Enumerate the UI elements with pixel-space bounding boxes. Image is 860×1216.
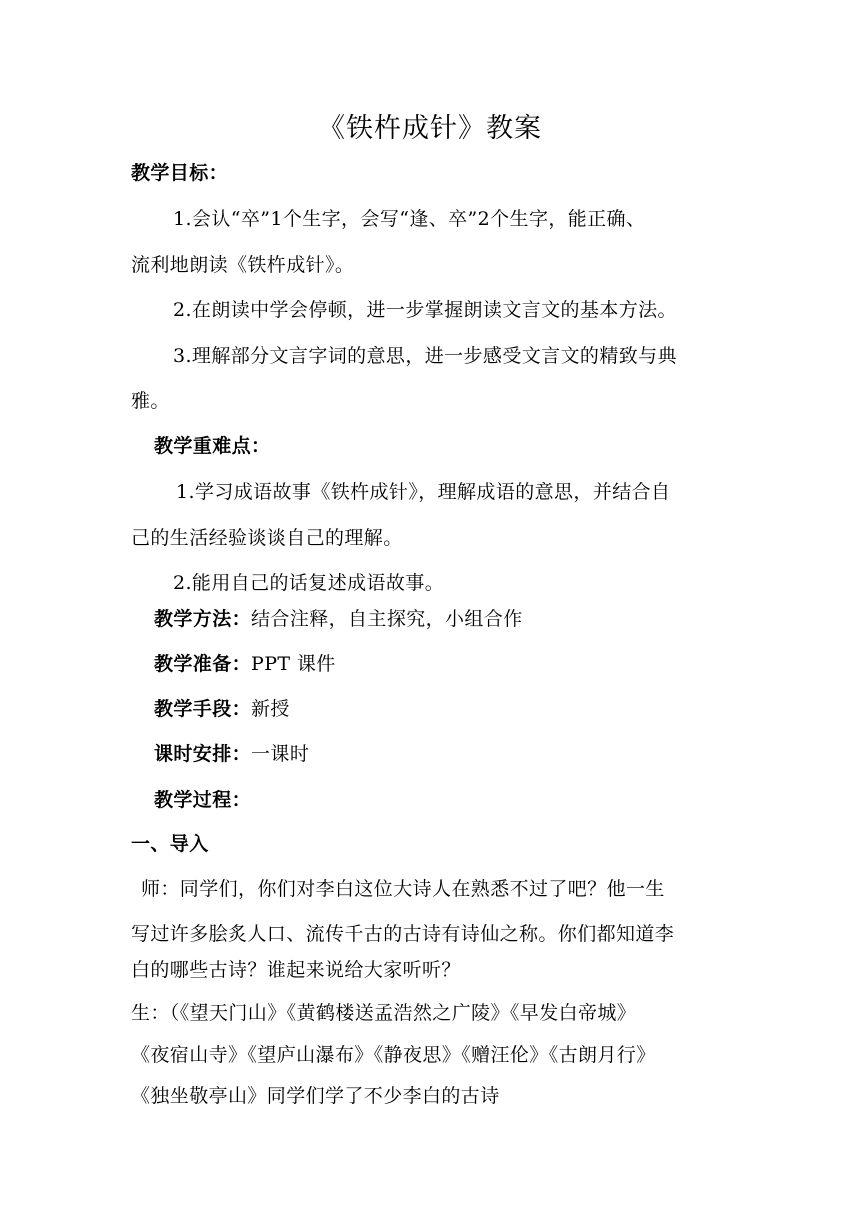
student-line-3: 《独坐敬亭山》同学们学了不少李白的古诗 bbox=[131, 1085, 500, 1107]
teacher-line-1: 师：同学们，你们对李白这位大诗人在熟悉不过了吧？他一生 bbox=[141, 878, 665, 900]
key-point-2: 2.能用自己的话复述成语故事。 bbox=[173, 572, 445, 594]
section-1-heading: 一、导入 bbox=[131, 833, 209, 855]
goal-3-line-2: 雅。 bbox=[131, 390, 170, 412]
key-point-1-line-2: 己的生活经验谈谈自己的理解。 bbox=[131, 527, 403, 549]
goals-heading: 教学目标： bbox=[131, 162, 229, 184]
student-line-1: 生：（《望天门山》《黄鹤楼送孟浩然之广陵》《早发白帝城》 bbox=[131, 1002, 637, 1024]
schedule-value: 一课时 bbox=[251, 743, 310, 765]
preparation-label: 教学准备： bbox=[154, 653, 252, 675]
method-row bbox=[154, 607, 523, 631]
goal-3-line-1: 3.理解部分文言字词的意思，进一步感受文言文的精致与典 bbox=[173, 345, 677, 367]
goal-1-line-1: 1.会认“卒”1个生字，会写“逢、卒”2个生字，能正确、 bbox=[173, 208, 646, 230]
schedule-row bbox=[154, 742, 309, 766]
means-row bbox=[154, 697, 290, 721]
document-title: 《铁杵成针》教案 bbox=[318, 113, 542, 144]
process-heading: 教学过程： bbox=[154, 789, 252, 811]
student-line-2: 《夜宿山寺》《望庐山瀑布》《静夜思》《赠汪伦》《古朗月行》 bbox=[131, 1044, 656, 1066]
goal-2: 2.在朗读中学会停顿，进一步掌握朗读文言文的基本方法。 bbox=[173, 299, 677, 321]
schedule-label: 课时安排： bbox=[154, 743, 252, 765]
method-value: 结合注释，自主探究，小组合作 bbox=[251, 608, 523, 630]
teacher-line-3: 白的哪些古诗？谁起来说给大家听听？ bbox=[131, 959, 461, 981]
preparation-row bbox=[154, 652, 336, 676]
goal-1-line-2: 流利地朗读《铁杵成针》。 bbox=[131, 254, 355, 276]
teacher-line-2: 写过许多脍炙人口、流传千古的古诗有诗仙之称。你们都知道李 bbox=[131, 923, 675, 945]
key-points-heading: 教学重难点： bbox=[154, 435, 271, 457]
means-label: 教学手段： bbox=[154, 698, 252, 720]
key-point-1-line-1: 1.学习成语故事《铁杵成针》，理解成语的意思，并结合自 bbox=[176, 481, 671, 503]
method-label: 教学方法： bbox=[154, 608, 252, 630]
preparation-value: PPT 课件 bbox=[251, 653, 336, 675]
means-value: 新授 bbox=[251, 698, 290, 720]
